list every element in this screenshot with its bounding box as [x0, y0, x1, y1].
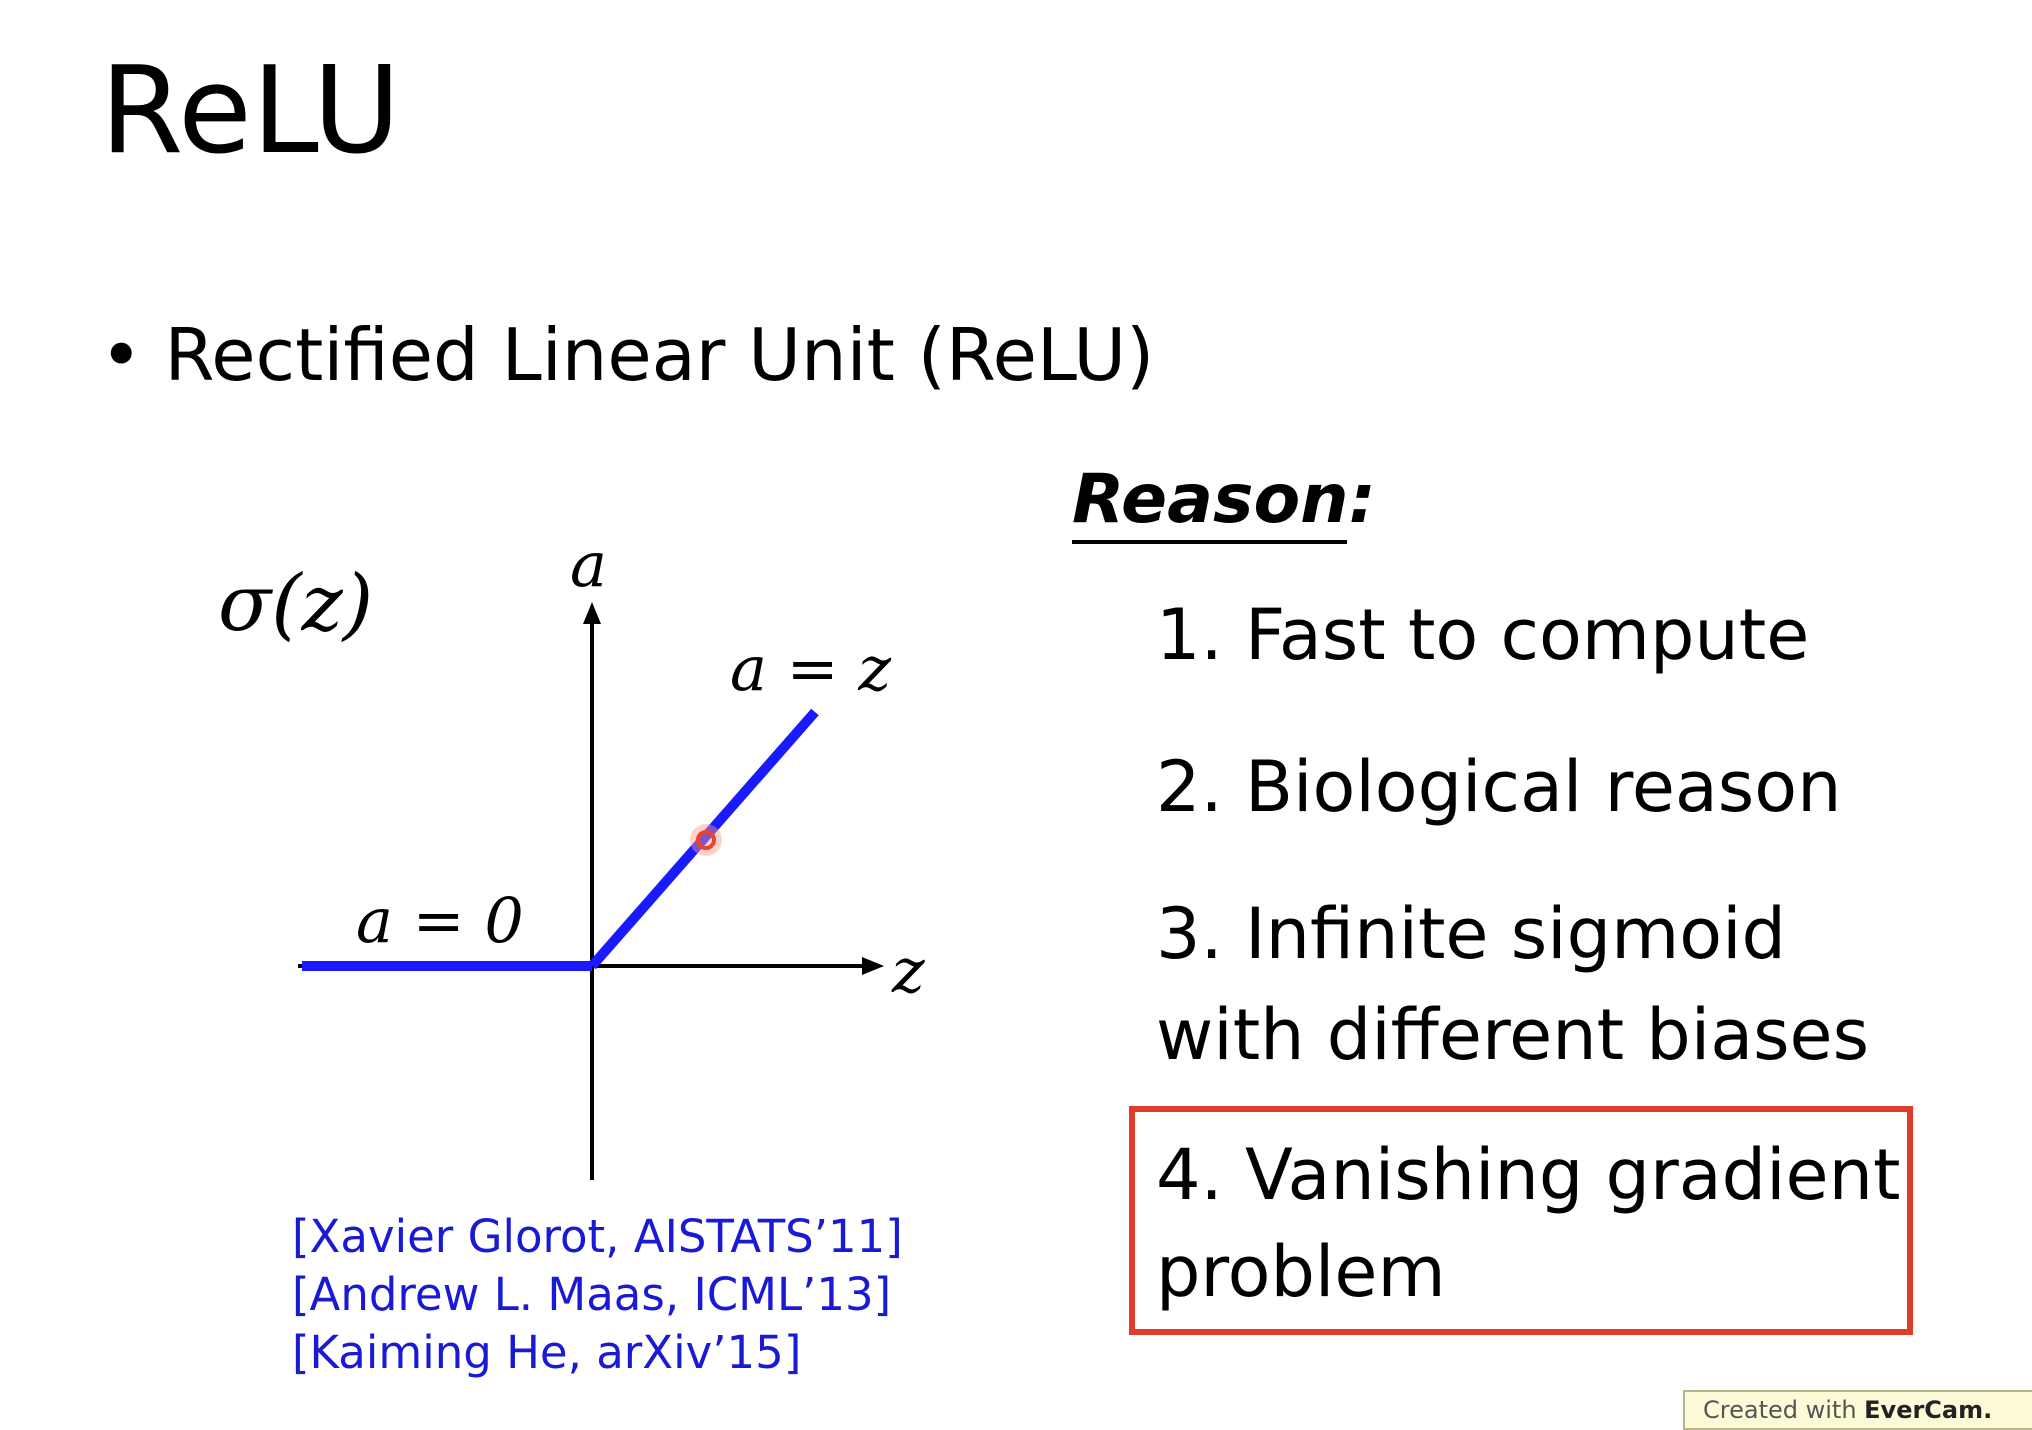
references — [292, 1208, 903, 1382]
watermark-brand: EverCam. — [1864, 1396, 1993, 1424]
x-axis-arrow-icon — [862, 957, 884, 975]
reference-item: [Kaiming He, arXiv’15] — [292, 1326, 802, 1379]
bullet-dot-icon: • — [100, 313, 143, 397]
y-axis-arrow-icon — [583, 602, 601, 624]
x-axis-label: z — [892, 934, 925, 1007]
reason-item: 3. Infinite sigmoid — [1156, 893, 1786, 975]
slide-title: ReLU — [100, 42, 401, 181]
cursor-glow — [690, 824, 722, 856]
positive-region-label: a = z — [730, 632, 891, 705]
reason-item: 4. Vanishing gradient — [1156, 1134, 1901, 1216]
watermark — [1683, 1390, 2032, 1430]
reference-item: [Andrew L. Maas, ICML’13] — [292, 1268, 892, 1321]
reason-item: 2. Biological reason — [1156, 746, 1842, 828]
reason-item-continuation: with different biases — [1156, 994, 1870, 1076]
reason-item: 1. Fast to compute — [1156, 594, 1810, 676]
bullet-text: Rectified Linear Unit (ReLU) — [164, 313, 1155, 397]
reason-heading-underline — [1072, 540, 1347, 544]
function-label: σ(z) — [218, 559, 374, 649]
zero-region-label: a = 0 — [356, 884, 524, 957]
y-axis-label: a — [570, 528, 607, 601]
reason-item-continuation: problem — [1156, 1231, 1446, 1313]
highlight-box — [1129, 1106, 1913, 1335]
watermark-prefix: Created with — [1703, 1396, 1865, 1424]
reason-heading: Reason: — [1072, 460, 1376, 539]
reference-item: [Xavier Glorot, AISTATS’11] — [292, 1210, 903, 1263]
